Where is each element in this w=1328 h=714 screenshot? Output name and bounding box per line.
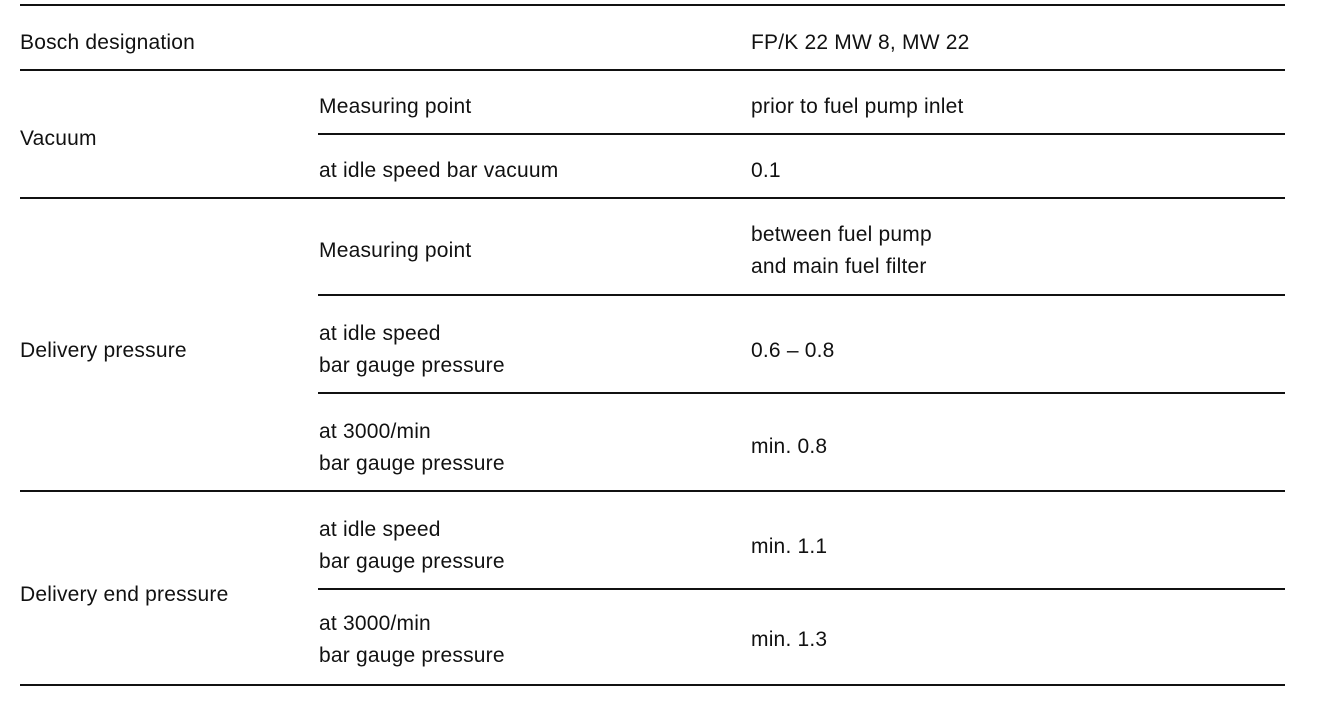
rule-vacuum-inner: [318, 133, 1285, 135]
delivery-measuring-point-value-line1: between fuel pump: [751, 223, 932, 246]
end-3000-label-line2: bar gauge pressure: [319, 644, 505, 667]
delivery-3000-label-line2: bar gauge pressure: [319, 452, 505, 475]
group-label-delivery-end-pressure: Delivery end pressure: [20, 583, 229, 606]
group-label-vacuum: Vacuum: [20, 127, 97, 150]
delivery-measuring-point-value: [751, 219, 932, 283]
rule-end-inner: [318, 588, 1285, 590]
delivery-measuring-point-label: Measuring point: [319, 239, 472, 262]
delivery-idle-value: 0.6 – 0.8: [751, 339, 835, 362]
end-idle-label-line2: bar gauge pressure: [319, 550, 505, 573]
rule-bottom: [20, 684, 1285, 686]
vacuum-measuring-point-label: Measuring point: [319, 95, 472, 118]
delivery-idle-label-line1: at idle speed: [319, 322, 441, 345]
delivery-measuring-point-value-line2: and main fuel filter: [751, 255, 927, 278]
rule-after-vacuum: [20, 197, 1285, 199]
vacuum-measuring-point-value: prior to fuel pump inlet: [751, 95, 964, 118]
end-idle-label: [319, 514, 505, 578]
delivery-3000-value: min. 0.8: [751, 435, 828, 458]
vacuum-idle-label: at idle speed bar vacuum: [319, 159, 559, 182]
rule-delivery-inner-1: [318, 294, 1285, 296]
end-3000-label-line1: at 3000/min: [319, 612, 431, 635]
delivery-idle-label-line2: bar gauge pressure: [319, 354, 505, 377]
rule-after-designation: [20, 69, 1285, 71]
end-3000-value: min. 1.3: [751, 628, 828, 651]
end-idle-label-line1: at idle speed: [319, 518, 441, 541]
delivery-3000-label-line1: at 3000/min: [319, 420, 431, 443]
group-label-delivery-pressure: Delivery pressure: [20, 339, 187, 362]
vacuum-idle-value: 0.1: [751, 159, 781, 182]
delivery-idle-label: [319, 318, 505, 382]
rule-delivery-inner-2: [318, 392, 1285, 394]
designation-value: FP/K 22 MW 8, MW 22: [751, 31, 970, 54]
rule-top: [20, 4, 1285, 6]
rule-after-delivery: [20, 490, 1285, 492]
delivery-3000-label: [319, 416, 505, 480]
end-3000-label: [319, 608, 505, 672]
end-idle-value: min. 1.1: [751, 535, 828, 558]
designation-label: Bosch designation: [20, 31, 196, 54]
